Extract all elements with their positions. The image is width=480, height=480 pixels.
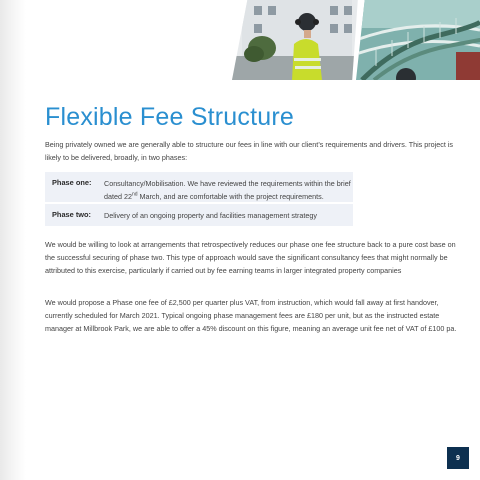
fee-proposal-paragraph: We would propose a Phase one fee of £2,500 per quarter plus VAT, from instruction, which would fall away at first handover, currently scheduled for March 2021. Typical ongoing phase management fees are £180 per unit, but as the instructed estate manager at Millbrook Park, we are able to offer a 45% discount on this figure, meaning an average unit fee net of VAT of £100 pa.	[45, 298, 457, 333]
cost-arrangement-paragraph: We would be willing to look at arrangements that retrospectively reduces our phase one fee structure back to a pure cost base on the successful securing of phase two. This type of approach would save the significant consultancy fees that might normally be attributed to this exercise, particularly if carried out by fee earning teams in larger integrated property companies	[45, 240, 456, 275]
stairwell-photo	[356, 0, 480, 80]
page-spine-shadow	[0, 0, 26, 480]
header-photo-strip	[232, 0, 480, 80]
phase-description: Delivery of an ongoing property and facilities management strategy	[104, 211, 317, 220]
phase-row	[45, 172, 353, 202]
page-number-badge: 9	[447, 447, 469, 469]
phase-text: Consultancy/Mobilisation. We have reviewed the requirements within the brief dated 22	[104, 179, 351, 201]
phase-label: Phase one:	[52, 178, 92, 187]
phase-label: Phase two:	[52, 210, 92, 219]
intro-paragraph: Being privately owned we are generally able to structure our fees in line with our client’s requirements and drivers. This project is likely to be delivered, broadly, in two phases:	[45, 140, 454, 162]
page-title: Flexible Fee Structure	[45, 103, 294, 131]
phase-text-continued: March, and are comfortable with the project requirements.	[137, 192, 324, 201]
phases-table	[45, 172, 353, 228]
ordinal-suffix: nd	[131, 191, 138, 198]
phase-row	[45, 204, 353, 226]
worker-hi-vis-photo	[232, 0, 360, 80]
phase-description	[104, 177, 353, 202]
